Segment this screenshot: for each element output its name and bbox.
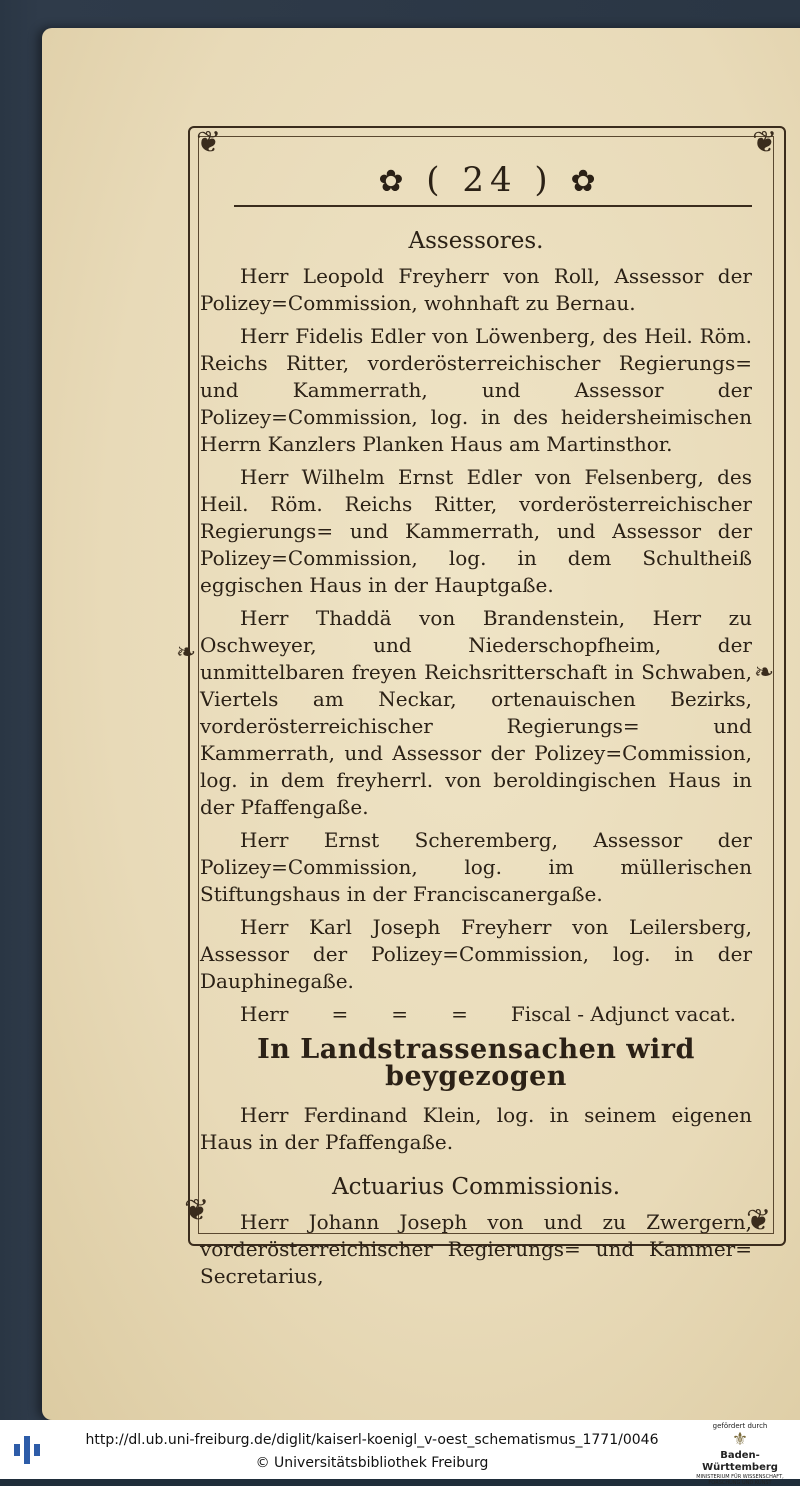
funder-ministry: MINISTERIUM FÜR WISSENSCHAFT, FORSCHUNG UND KUNST (696, 1474, 784, 1486)
entry-paragraph: Herr Fidelis Edler von Löwenberg, des Heil. Röm. Reichs Ritter, vorderösterreichischer Regierungs= und Kammerrath, und Assessor der Polizey=Commission, log. in des heidersheimischen Herrn Kanzlers Planken Haus am Martinsthor. (200, 324, 752, 456)
coat-of-arms-icon: ⚜ (731, 1429, 749, 1450)
vacat-line (200, 1001, 752, 1028)
entry-paragraph: Herr Ernst Scheremberg, Assessor der Polizey=Commission, log. im müllerischen Stiftungshaus in der Franciscanergaße. (200, 828, 752, 906)
footer-bar (0, 1420, 800, 1486)
side-ornament-icon: ❧ (176, 638, 197, 666)
source-url-link[interactable]: http://dl.ub.uni-freiburg.de/diglit/kaiserl-koenigl_v-oest_schematismus_1771/0046 (85, 1432, 659, 1448)
ditto-mark: = (451, 1002, 468, 1026)
header-rule (234, 205, 752, 207)
funder-name: Baden-Württemberg (702, 1450, 778, 1473)
ditto-mark: = (331, 1002, 349, 1026)
flower-ornament-icon: ✿ (378, 164, 410, 199)
entry-paragraph: Herr Leopold Freyherr von Roll, Assessor der Polizey=Commission, wohnhaft zu Bernau. (200, 264, 752, 315)
entry-paragraph: Herr Ferdinand Klein, log. in seinem eigenen Haus in der Pfaffengaße. (200, 1103, 752, 1154)
corner-ornament-icon: ❦ (196, 125, 222, 160)
vacat-text: Fiscal - Adjunct vacat. (510, 1002, 736, 1026)
entry-paragraph: Herr Wilhelm Ernst Edler von Felsenberg, des Heil. Röm. Reichs Ritter, vorderösterreichischer Regierungs= und Kammerrath, und Assessor der Polizey=Commission, log. in dem Schultheiß eggischen Haus in der Hauptgaße. (200, 465, 752, 597)
page-content (200, 222, 752, 1296)
page-number: ( 24 ) (426, 160, 554, 200)
funder-label: gefördert durch (712, 1422, 768, 1430)
section-heading-landstrassen: In Landstrassensachen wird beygezogen (257, 1034, 695, 1092)
side-ornament-icon: ❧ (754, 658, 775, 686)
corner-ornament-icon: ❦ (184, 1193, 210, 1228)
flower-ornament-icon: ✿ (570, 164, 602, 199)
corner-ornament-icon: ❦ (752, 125, 778, 160)
copyright-text: © Universitätsbibliothek Freiburg (255, 1455, 489, 1471)
entry-paragraph: Herr Thaddä von Brandenstein, Herr zu Oschweyer, und Niederschopfheim, der unmittelbaren freyen Reichsritterschaft in Schwaben, Viertels am Neckar, ortenauischen Bezirks, vorderösterreichischer Regierungs= und Kammerrath, und Assessor der Polizey=Commission, log. in dem freyherrl. von beroldingischen Haus in der Pfaffengaße. (200, 606, 752, 819)
funder-logo (684, 1422, 796, 1486)
page-header (230, 160, 750, 200)
vacat-herr: Herr (240, 1002, 289, 1026)
library-logo-icon (10, 1430, 50, 1470)
ditto-mark: = (391, 1002, 409, 1026)
entry-paragraph: Herr Karl Joseph Freyherr von Leilersberg, Assessor der Polizey=Commission, log. in der Dauphinegaße. (200, 915, 752, 993)
section-title-assessores: Assessores. (408, 228, 544, 254)
section-title-actuarius: Actuarius Commissionis. (331, 1174, 621, 1200)
entry-paragraph: Herr Johann Joseph von und zu Zwergern, vorderösterreichischer Regierungs= und Kammer= Secretarius, (200, 1210, 752, 1288)
corner-ornament-icon: ❦ (746, 1203, 772, 1238)
